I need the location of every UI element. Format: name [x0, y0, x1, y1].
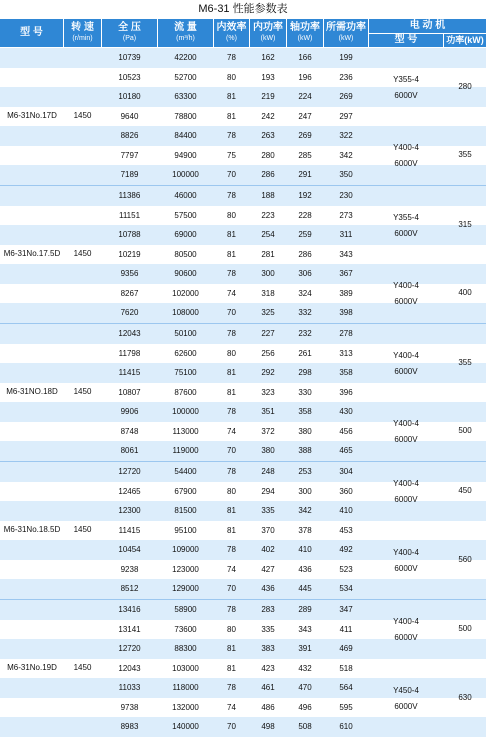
motor-voltage: 6000V: [394, 435, 418, 445]
header-model-label: 型 号: [20, 27, 43, 38]
cell-shaft: 470: [298, 683, 312, 692]
cell-inpower: 286: [261, 170, 275, 179]
header-flow: [158, 22, 213, 44]
cell-inpower: 280: [261, 150, 275, 160]
cell-pressure: 11415: [118, 525, 141, 535]
header-shaft-unit: (kW): [297, 35, 313, 42]
cell-req: 350: [339, 170, 353, 179]
cell-req: 360: [339, 486, 353, 496]
model-group: [0, 600, 486, 737]
cell-req: 523: [339, 564, 353, 574]
motor-voltage: 6000V: [394, 229, 418, 238]
header-shaft-label: 轴功率: [290, 22, 320, 33]
cell-shaft: 306: [298, 269, 312, 278]
cell-req: 389: [339, 288, 353, 298]
header-inpower-label: 内功率: [253, 22, 283, 33]
header-req-label: 所需功率: [326, 22, 366, 33]
cell-req: 469: [339, 644, 353, 653]
speed-value: 1450: [73, 111, 92, 121]
cell-pressure: 13416: [118, 605, 141, 614]
motor-voltage: 6000V: [394, 297, 418, 307]
cell-shaft: 330: [298, 387, 312, 397]
header-pressure: [102, 22, 157, 44]
header-req: [324, 22, 368, 44]
model-group: [0, 186, 486, 323]
cell-flow: 119000: [172, 446, 199, 455]
cell-eff: 70: [227, 308, 236, 317]
cell-eff: 74: [227, 288, 236, 298]
cell-flow: 54400: [174, 467, 197, 476]
cell-shaft: 432: [298, 663, 312, 673]
model-name: M6-31No.19D: [7, 663, 57, 673]
cell-eff: 70: [227, 722, 236, 731]
cell-shaft: 289: [298, 605, 312, 614]
cell-req: 322: [339, 131, 353, 140]
cell-pressure: 8512: [120, 584, 139, 593]
cell-pressure: 10180: [118, 92, 141, 101]
cell-inpower: 325: [261, 308, 275, 317]
motor-power: 355: [458, 358, 472, 367]
speed-value: 1450: [73, 249, 92, 259]
cell-inpower: 436: [261, 584, 275, 593]
header-eff-label: 内效率: [216, 22, 247, 33]
cell-flow: 50100: [174, 329, 197, 338]
motor-voltage: 6000V: [394, 367, 418, 376]
cell-inpower: 300: [261, 269, 275, 278]
motor-model: Y400-4: [393, 419, 419, 429]
cell-flow: 100000: [172, 407, 199, 416]
cell-flow: 62600: [174, 348, 197, 358]
cell-eff: 81: [227, 249, 236, 259]
cell-eff: 70: [227, 446, 236, 455]
cell-pressure: 11386: [118, 191, 141, 200]
model-group: [0, 462, 486, 599]
motor-model: Y400-4: [393, 617, 419, 627]
cell-req: 311: [339, 230, 353, 239]
cell-flow: 87600: [174, 387, 197, 397]
cell-inpower: 283: [261, 605, 275, 614]
cell-pressure: 12465: [118, 486, 141, 496]
model-name: M6-31No.17D: [7, 111, 57, 121]
cell-eff: 74: [227, 702, 236, 712]
table-row: [0, 48, 486, 68]
cell-shaft: 286: [298, 249, 312, 259]
table-row: [0, 324, 486, 344]
cell-eff: 78: [227, 683, 236, 692]
cell-eff: 81: [227, 230, 236, 239]
motor-power: 355: [458, 150, 472, 160]
motor-power: 500: [458, 624, 472, 634]
header-motor-power: [444, 34, 486, 46]
cell-shaft: 388: [298, 446, 312, 455]
cell-flow: 84400: [174, 131, 197, 140]
cell-req: 456: [339, 426, 353, 436]
header-speed-unit: (r/min): [72, 35, 93, 42]
cell-pressure: 7797: [120, 150, 139, 160]
cell-eff: 81: [227, 368, 236, 377]
motor-voltage: 6000V: [394, 633, 418, 643]
cell-pressure: 10807: [118, 387, 141, 397]
cell-pressure: 11415: [118, 368, 141, 377]
cell-flow: 63300: [174, 92, 197, 101]
cell-inpower: 351: [261, 407, 275, 416]
cell-flow: 100000: [172, 170, 199, 179]
motor-power: 630: [458, 692, 472, 702]
header-eff: [214, 22, 249, 44]
cell-shaft: 436: [298, 564, 312, 574]
cell-eff: 81: [227, 387, 236, 397]
cell-pressure: 12720: [118, 644, 141, 653]
cell-inpower: 193: [261, 72, 275, 82]
cell-eff: 80: [227, 486, 236, 496]
cell-shaft: 342: [298, 506, 312, 515]
cell-inpower: 223: [261, 210, 275, 220]
cell-pressure: 12043: [118, 329, 141, 338]
cell-shaft: 247: [298, 111, 312, 121]
cell-flow: 75100: [174, 368, 197, 377]
cell-inpower: 423: [261, 663, 275, 673]
cell-shaft: 253: [298, 467, 312, 476]
cell-req: 465: [339, 446, 353, 455]
cell-inpower: 227: [261, 329, 275, 338]
cell-shaft: 378: [298, 525, 312, 535]
cell-req: 342: [339, 150, 353, 160]
table-row: [0, 717, 486, 737]
cell-shaft: 508: [298, 722, 312, 731]
cell-shaft: 261: [298, 348, 312, 358]
cell-req: 343: [339, 249, 353, 259]
cell-pressure: 11798: [118, 348, 141, 358]
cell-flow: 88300: [174, 644, 197, 653]
cell-inpower: 248: [261, 467, 275, 476]
cell-eff: 78: [227, 605, 236, 614]
cell-shaft: 358: [298, 407, 312, 416]
cell-req: 297: [339, 111, 353, 121]
cell-eff: 81: [227, 92, 236, 101]
cell-shaft: 232: [298, 329, 312, 338]
header-motor-power-label: 功率(kW): [446, 35, 484, 45]
cell-pressure: 9906: [120, 407, 139, 416]
cell-eff: 70: [227, 170, 236, 179]
cell-inpower: 380: [261, 446, 275, 455]
motor-model: Y355-4: [393, 75, 419, 84]
cell-flow: 95100: [174, 525, 197, 535]
cell-eff: 74: [227, 564, 236, 574]
cell-shaft: 224: [298, 92, 312, 101]
cell-pressure: 10219: [118, 249, 141, 259]
cell-pressure: 10788: [118, 230, 141, 239]
cell-shaft: 259: [298, 230, 312, 239]
cell-pressure: 8983: [120, 722, 139, 731]
header-inpower: [250, 22, 286, 44]
cell-flow: 42200: [174, 53, 197, 62]
cell-pressure: 10523: [118, 72, 141, 82]
header-pressure-unit: (Pa): [122, 35, 137, 42]
cell-req: 518: [339, 663, 353, 673]
cell-pressure: 11033: [118, 683, 141, 692]
cell-eff: 81: [227, 525, 236, 535]
model-group: [0, 324, 486, 461]
cell-req: 278: [339, 329, 353, 338]
cell-inpower: 281: [261, 249, 275, 259]
cell-inpower: 335: [261, 506, 275, 515]
cell-flow: 52700: [174, 72, 197, 82]
cell-inpower: 292: [261, 368, 275, 377]
cell-shaft: 496: [298, 702, 312, 712]
cell-inpower: 498: [261, 722, 275, 731]
cell-flow: 109000: [172, 545, 199, 554]
cell-pressure: 8826: [120, 131, 139, 140]
cell-inpower: 402: [261, 545, 275, 554]
cell-eff: 70: [227, 584, 236, 593]
motor-model: Y450-4: [393, 685, 419, 695]
motor-power: 315: [458, 220, 472, 229]
cell-pressure: 9356: [120, 269, 139, 278]
cell-flow: 140000: [172, 722, 199, 731]
header-req-unit: (kW): [338, 35, 354, 42]
header-motor-model: [369, 34, 443, 46]
motor-model: Y400-4: [393, 351, 419, 360]
cell-inpower: 242: [261, 111, 275, 121]
header-model: [0, 19, 63, 47]
cell-req: 410: [339, 506, 353, 515]
model-name: M6-31No.18.5D: [3, 525, 61, 535]
cell-shaft: 291: [298, 170, 312, 179]
cell-flow: 118000: [172, 683, 199, 692]
cell-flow: 113000: [172, 426, 199, 436]
header-inpower-unit: (kW): [260, 35, 276, 42]
cell-eff: 80: [227, 624, 236, 634]
cell-flow: 90600: [174, 269, 197, 278]
table-header: [0, 19, 486, 47]
cell-shaft: 285: [298, 150, 312, 160]
cell-eff: 78: [227, 407, 236, 416]
cell-inpower: 256: [261, 348, 275, 358]
cell-flow: 69000: [174, 230, 197, 239]
cell-pressure: 12300: [118, 506, 141, 515]
motor-power: 280: [458, 82, 472, 91]
cell-req: 610: [339, 722, 353, 731]
cell-flow: 58900: [174, 605, 197, 614]
table-row: [0, 579, 486, 599]
cell-pressure: 9640: [120, 111, 139, 121]
cell-req: 367: [339, 269, 353, 278]
model-group: [0, 48, 486, 185]
cell-eff: 78: [227, 329, 236, 338]
cell-eff: 80: [227, 210, 236, 220]
cell-eff: 80: [227, 348, 236, 358]
cell-flow: 102000: [172, 288, 199, 298]
motor-voltage: 6000V: [394, 563, 418, 573]
speed-value: 1450: [73, 663, 92, 673]
header-shaft: [287, 22, 323, 44]
cell-eff: 78: [227, 131, 236, 140]
cell-req: 564: [339, 683, 353, 692]
header-flow-unit: (m³/h): [176, 35, 195, 42]
speed-value: 1450: [73, 387, 92, 397]
cell-pressure: 7189: [120, 170, 139, 179]
motor-voltage: 6000V: [394, 159, 418, 169]
motor-voltage: 6000V: [394, 91, 418, 100]
cell-shaft: 196: [298, 72, 312, 82]
cell-pressure: 13141: [118, 624, 141, 634]
speed-value: 1450: [73, 525, 92, 535]
cell-eff: 81: [227, 506, 236, 515]
motor-model: Y400-4: [393, 547, 419, 557]
header-speed-label: 转 速: [71, 22, 94, 33]
cell-flow: 80500: [174, 249, 197, 259]
cell-shaft: 332: [298, 308, 312, 317]
cell-eff: 81: [227, 663, 236, 673]
cell-req: 396: [339, 387, 353, 397]
cell-flow: 67900: [174, 486, 197, 496]
cell-inpower: 219: [261, 92, 275, 101]
cell-req: 230: [339, 191, 353, 200]
cell-inpower: 486: [261, 702, 275, 712]
cell-inpower: 254: [261, 230, 275, 239]
cell-shaft: 343: [298, 624, 312, 634]
cell-inpower: 318: [261, 288, 275, 298]
cell-inpower: 263: [261, 131, 275, 140]
cell-shaft: 445: [298, 584, 312, 593]
header-motor-label: 电 动 机: [409, 20, 446, 31]
cell-shaft: 324: [298, 288, 312, 298]
cell-req: 273: [339, 210, 353, 220]
motor-power: 560: [458, 554, 472, 564]
cell-inpower: 162: [261, 53, 275, 62]
cell-req: 313: [339, 348, 353, 358]
cell-req: 236: [339, 72, 353, 82]
cell-req: 269: [339, 92, 353, 101]
cell-inpower: 372: [261, 426, 275, 436]
table-row: [0, 186, 486, 206]
cell-shaft: 228: [298, 210, 312, 220]
cell-flow: 132000: [172, 702, 199, 712]
cell-flow: 78800: [174, 111, 197, 121]
cell-shaft: 300: [298, 486, 312, 496]
cell-pressure: 7620: [120, 308, 139, 317]
cell-req: 534: [339, 584, 353, 593]
cell-inpower: 323: [261, 387, 275, 397]
motor-voltage: 6000V: [394, 701, 418, 711]
cell-eff: 78: [227, 191, 236, 200]
motor-voltage: 6000V: [394, 495, 418, 505]
cell-req: 492: [339, 545, 353, 554]
cell-pressure: 8061: [120, 446, 139, 455]
motor-model: Y400-4: [393, 143, 419, 153]
cell-eff: 75: [227, 150, 236, 160]
cell-flow: 46000: [174, 191, 197, 200]
motor-power: 500: [458, 426, 472, 436]
cell-inpower: 427: [261, 564, 275, 574]
cell-req: 199: [339, 53, 353, 62]
cell-shaft: 269: [298, 131, 312, 140]
cell-flow: 81500: [174, 506, 197, 515]
cell-shaft: 298: [298, 368, 312, 377]
cell-pressure: 12720: [118, 467, 141, 476]
header-motor-model-label: 型 号: [394, 34, 418, 45]
cell-inpower: 383: [261, 644, 275, 653]
header-flow-label: 流 量: [174, 22, 197, 33]
cell-eff: 80: [227, 72, 236, 82]
header-eff-unit: (%): [226, 35, 237, 42]
cell-pressure: 10739: [118, 53, 141, 62]
cell-req: 430: [339, 407, 353, 416]
cell-shaft: 192: [298, 191, 312, 200]
cell-eff: 78: [227, 545, 236, 554]
cell-shaft: 391: [298, 644, 312, 653]
motor-model: Y355-4: [393, 213, 419, 222]
cell-shaft: 380: [298, 426, 312, 436]
cell-pressure: 8748: [120, 426, 139, 436]
cell-req: 358: [339, 368, 353, 377]
cell-flow: 103000: [172, 663, 199, 673]
motor-power: 400: [458, 288, 472, 298]
cell-req: 347: [339, 605, 353, 614]
cell-req: 398: [339, 308, 353, 317]
cell-inpower: 294: [261, 486, 275, 496]
cell-eff: 78: [227, 53, 236, 62]
page-title: M6-31 性能参数表: [198, 3, 288, 15]
model-name: M6-31No.17.5D: [3, 249, 61, 259]
cell-inpower: 188: [261, 191, 275, 200]
motor-model: Y400-4: [393, 479, 419, 489]
cell-inpower: 461: [261, 683, 275, 692]
cell-req: 453: [339, 525, 353, 535]
cell-inpower: 335: [261, 624, 275, 634]
cell-req: 304: [339, 467, 353, 476]
header-speed: [64, 22, 101, 44]
motor-power: 450: [458, 486, 472, 496]
cell-flow: 73600: [174, 624, 197, 634]
motor-model: Y400-4: [393, 281, 419, 291]
cell-pressure: 8267: [120, 288, 139, 298]
cell-flow: 57500: [174, 210, 197, 220]
cell-shaft: 166: [298, 53, 312, 62]
cell-flow: 94900: [174, 150, 197, 160]
header-motor: [369, 20, 486, 32]
cell-pressure: 9738: [120, 702, 139, 712]
cell-pressure: 10454: [118, 545, 141, 554]
cell-flow: 108000: [172, 308, 199, 317]
cell-eff: 81: [227, 644, 236, 653]
cell-eff: 81: [227, 111, 236, 121]
header-pressure-label: 全 压: [118, 22, 141, 33]
cell-shaft: 410: [298, 545, 312, 554]
cell-eff: 78: [227, 467, 236, 476]
cell-pressure: 11151: [118, 210, 141, 220]
cell-flow: 129000: [172, 584, 199, 593]
cell-pressure: 9238: [120, 564, 139, 574]
cell-eff: 74: [227, 426, 236, 436]
cell-inpower: 370: [261, 525, 275, 535]
cell-req: 411: [339, 624, 353, 634]
cell-pressure: 12043: [118, 663, 141, 673]
model-name: M6-31NO.18D: [6, 387, 58, 397]
cell-flow: 123000: [172, 564, 199, 574]
cell-eff: 78: [227, 269, 236, 278]
cell-req: 595: [339, 702, 353, 712]
